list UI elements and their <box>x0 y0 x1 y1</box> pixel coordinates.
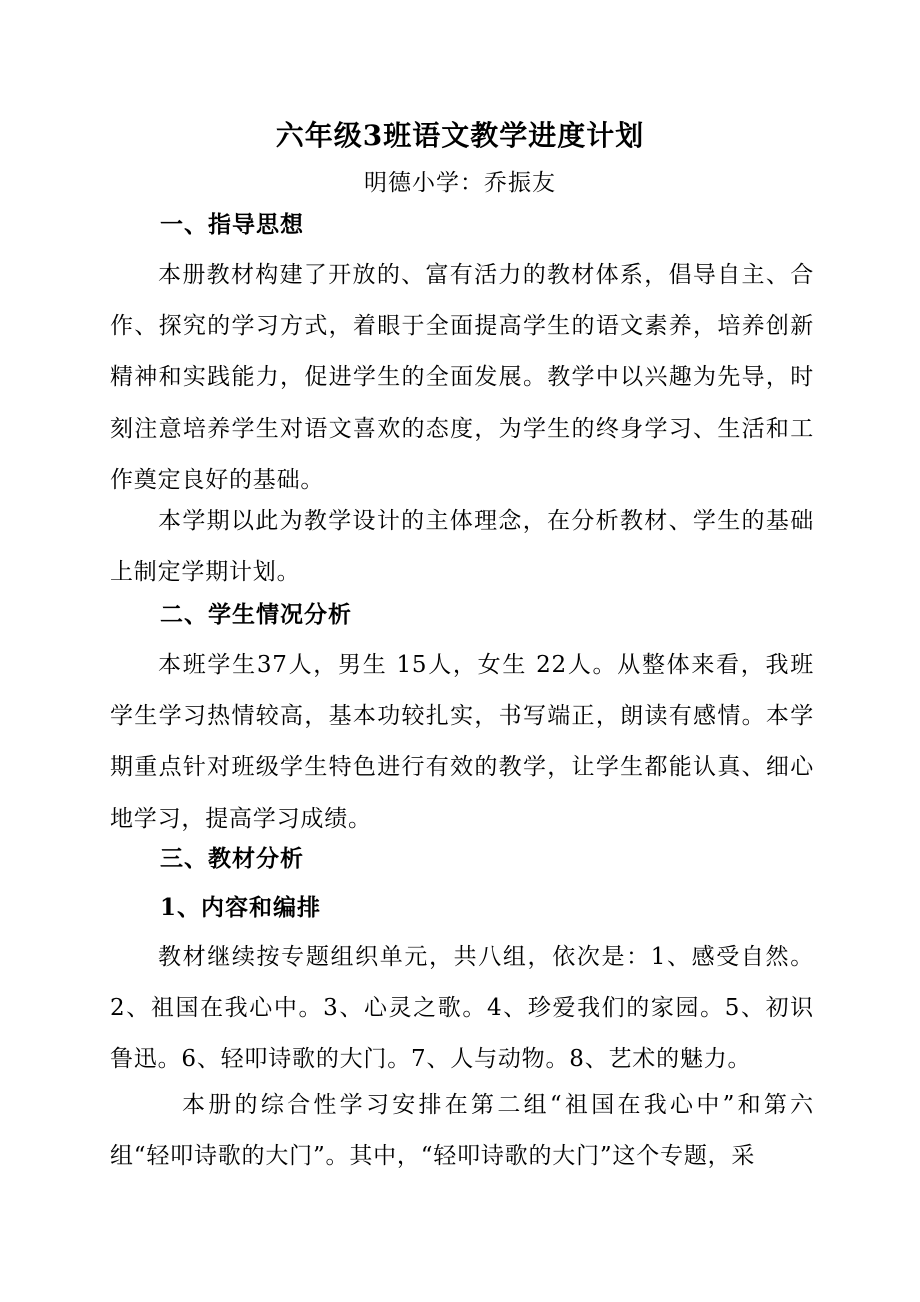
section-heading-guiding-thought: 一、指导思想 <box>160 211 304 238</box>
section-heading-textbook-analysis: 三、教材分析 <box>160 845 304 872</box>
section-heading-student-analysis: 二、学生情况分析 <box>160 601 352 628</box>
paragraph-guiding-thought-1: 本册教材构建了开放的、富有活力的教材体系，倡导自主、合作、探究的学习方式，着眼于全面提高学生的语文素养，培养创新精神和实践能力，促进学生的全面发展。教学中以兴趣为先导，时刻注意培养学生对语文喜欢的态度，为学生的终身学习、生活和工作奠定良好的基础。 <box>110 262 814 493</box>
paragraph-comprehensive-learning: 本册的综合性学习安排在第二组“祖国在我心中”和第六组“轻叩诗歌的大门”。其中，“轻叩诗歌的大门”这个专题，采 <box>110 1092 814 1170</box>
subheading-content-arrangement: 1、内容和编排 <box>160 894 322 921</box>
paragraph-textbook-units: 教材继续按专题组织单元，共八组，依次是：1、感受自然。2、祖国在我心中。3、心灵之歌。4、珍爱我们的家园。5、初识鲁迅。6、轻叩诗歌的大门。7、人与动物。8、艺术的魅力。 <box>110 944 814 1073</box>
document-author: 明德小学：乔振友 <box>364 170 556 196</box>
document-title: 六年级3班语文教学进度计划 <box>275 119 645 152</box>
paragraph-guiding-thought-2: 本学期以此为教学设计的主体理念，在分析教材、学生的基础上制定学期计划。 <box>110 508 814 586</box>
paragraph-student-analysis: 本班学生37人，男生 15人，女生 22人。从整体来看，我班学生学习热情较高，基本功较扎实，书写端正，朗读有感情。本学期重点针对班级学生特色进行有效的教学，让学生都能认真、细心地学习，提高学习成绩。 <box>110 652 814 832</box>
